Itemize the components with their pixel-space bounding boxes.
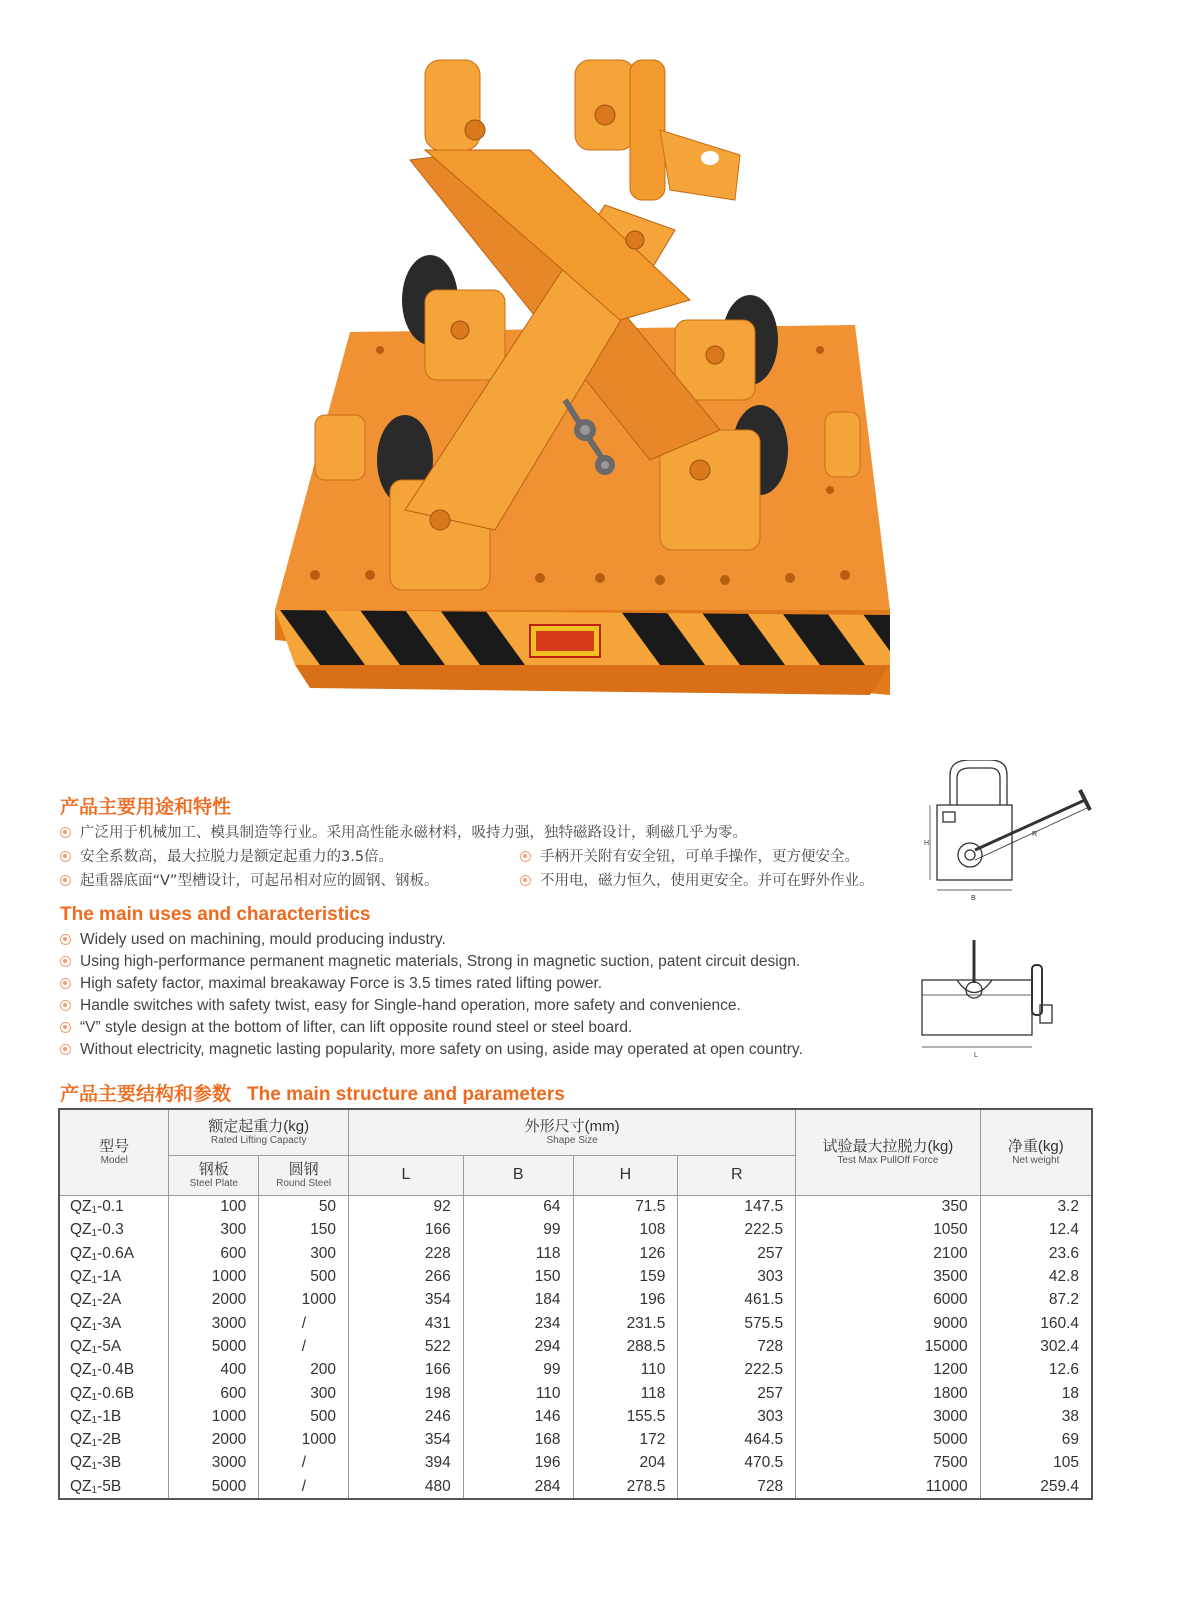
table-row <box>59 1312 1092 1335</box>
cell-h: 71.5 <box>573 1195 678 1219</box>
cell-b: 146 <box>463 1405 573 1428</box>
cell-r: 728 <box>678 1335 796 1358</box>
bullet-icon <box>60 934 71 945</box>
cell-round-steel: 300 <box>259 1242 349 1265</box>
cell-weight: 160.4 <box>980 1312 1092 1335</box>
table-row <box>59 1335 1092 1358</box>
table-row <box>59 1219 1092 1242</box>
cell-round-steel: 150 <box>259 1219 349 1242</box>
cell-b: 110 <box>463 1382 573 1405</box>
cell-pulloff: 15000 <box>796 1335 981 1358</box>
cell-steel-plate: 2000 <box>169 1428 259 1451</box>
cell-l: 92 <box>349 1195 464 1219</box>
cell-pulloff: 5000 <box>796 1428 981 1451</box>
table-row <box>59 1475 1092 1499</box>
cell-r: 222.5 <box>678 1359 796 1382</box>
header-round-steel: 圆钢 Round Steel <box>259 1155 349 1195</box>
product-illustration <box>230 40 950 720</box>
dimension-diagram-side <box>915 760 1100 910</box>
cell-b: 64 <box>463 1195 573 1219</box>
cell-pulloff: 1200 <box>796 1359 981 1382</box>
cell-pulloff: 7500 <box>796 1452 981 1475</box>
cell-weight: 69 <box>980 1428 1092 1451</box>
section-title-en-params: The main structure and parameters <box>247 1084 565 1105</box>
warning-stripe-band <box>275 610 945 665</box>
bullet-icon <box>60 1000 71 1011</box>
cell-h: 231.5 <box>573 1312 678 1335</box>
feature-en-2: Using high-performance permanent magnetic materials, Strong in magnetic suction, patent circuit design. <box>60 951 800 973</box>
cell-l: 166 <box>349 1359 464 1382</box>
cell-weight: 3.2 <box>980 1195 1092 1219</box>
feature-cn-3: 起重器底面“V”型槽设计，可起吊相对应的圆钢、钢板。 <box>60 871 438 891</box>
cell-round-steel: 200 <box>259 1359 349 1382</box>
cell-round-steel: 300 <box>259 1382 349 1405</box>
cell-steel-plate: 1000 <box>169 1405 259 1428</box>
header-steel-plate: 钢板 Steel Plate <box>169 1155 259 1195</box>
cell-steel-plate: 3000 <box>169 1452 259 1475</box>
cell-h: 110 <box>573 1359 678 1382</box>
bullet-icon <box>520 851 531 862</box>
header-capacity: 额定起重力(kg) Rated Lifting Capacty <box>169 1109 349 1155</box>
section-title-cn-features: 产品主要用途和特性 <box>60 796 232 818</box>
cell-weight: 12.6 <box>980 1359 1092 1382</box>
feature-en-4: Handle switches with safety twist, easy for Single-hand operation, more safety and convenience. <box>60 995 741 1017</box>
bullet-icon <box>60 827 71 838</box>
cell-round-steel: / <box>259 1312 349 1335</box>
spec-table-body <box>59 1195 1092 1499</box>
section-title-en-features: The main uses and characteristics <box>60 904 371 925</box>
cell-h: 172 <box>573 1428 678 1451</box>
cell-round-steel: / <box>259 1335 349 1358</box>
spec-table <box>58 1108 1093 1500</box>
bullet-icon <box>60 1044 71 1055</box>
cell-steel-plate: 5000 <box>169 1335 259 1358</box>
feature-cn-5: 不用电，磁力恒久，使用更安全。并可在野外作业。 <box>520 871 874 891</box>
cell-weight: 18 <box>980 1382 1092 1405</box>
cell-weight: 23.6 <box>980 1242 1092 1265</box>
cell-l: 522 <box>349 1335 464 1358</box>
cell-round-steel: 500 <box>259 1265 349 1288</box>
feature-en-6: Without electricity, magnetic lasting popularity, more safety on using, aside may operated at open country. <box>60 1039 803 1061</box>
feature-cn-2: 安全系数高，最大拉脱力是额定起重力的3.5倍。 <box>60 847 393 867</box>
cell-model: $QZ_1-0.1$ <box>59 1195 169 1219</box>
cell-pulloff: 1050 <box>796 1219 981 1242</box>
cell-model: $QZ_1-5A$ <box>59 1335 169 1358</box>
cell-round-steel: / <box>259 1475 349 1499</box>
cell-pulloff: 3000 <box>796 1405 981 1428</box>
cell-b: 294 <box>463 1335 573 1358</box>
cell-l: 198 <box>349 1382 464 1405</box>
diagram-label-b: B <box>971 895 976 902</box>
cell-b: 118 <box>463 1242 573 1265</box>
cell-b: 184 <box>463 1289 573 1312</box>
table-row <box>59 1382 1092 1405</box>
dimension-diagram-front <box>912 935 1062 1065</box>
lug-left <box>315 415 365 480</box>
cell-l: 266 <box>349 1265 464 1288</box>
cell-r: 257 <box>678 1382 796 1405</box>
cell-steel-plate: 600 <box>169 1242 259 1265</box>
cell-model: $QZ_1-0.6A$ <box>59 1242 169 1265</box>
cell-h: 196 <box>573 1289 678 1312</box>
cell-steel-plate: 5000 <box>169 1475 259 1499</box>
cell-weight: 12.4 <box>980 1219 1092 1242</box>
cell-b: 99 <box>463 1359 573 1382</box>
bullet-icon <box>520 875 531 886</box>
feature-cn-1: 广泛用于机械加工、模具制造等行业。采用高性能永磁材料，吸持力强，独特磁路设计，剩磁几乎为零。 <box>60 823 747 843</box>
cell-h: 126 <box>573 1242 678 1265</box>
table-row <box>59 1452 1092 1475</box>
cell-r: 470.5 <box>678 1452 796 1475</box>
cell-h: 159 <box>573 1265 678 1288</box>
cell-r: 303 <box>678 1265 796 1288</box>
cell-model: $QZ_1-2A$ <box>59 1289 169 1312</box>
cell-weight: 38 <box>980 1405 1092 1428</box>
cell-steel-plate: 300 <box>169 1219 259 1242</box>
lug-right <box>825 412 860 477</box>
cell-round-steel: 50 <box>259 1195 349 1219</box>
cell-l: 480 <box>349 1475 464 1499</box>
header-h: H <box>573 1155 678 1195</box>
cell-h: 155.5 <box>573 1405 678 1428</box>
cell-weight: 42.8 <box>980 1265 1092 1288</box>
cell-pulloff: 9000 <box>796 1312 981 1335</box>
table-row <box>59 1242 1092 1265</box>
bullet-icon <box>60 851 71 862</box>
cell-b: 284 <box>463 1475 573 1499</box>
cell-b: 150 <box>463 1265 573 1288</box>
cell-b: 99 <box>463 1219 573 1242</box>
cell-r: 575.5 <box>678 1312 796 1335</box>
cell-l: 354 <box>349 1289 464 1312</box>
cell-weight: 105 <box>980 1452 1092 1475</box>
cell-h: 108 <box>573 1219 678 1242</box>
cell-h: 118 <box>573 1382 678 1405</box>
section-title-cn-params: 产品主要结构和参数 The main structure and parameters <box>60 1083 565 1105</box>
table-row <box>59 1359 1092 1382</box>
table-row <box>59 1195 1092 1219</box>
bullet-icon <box>60 956 71 967</box>
cell-r: 257 <box>678 1242 796 1265</box>
header-weight: 净重(kg) Net weight <box>980 1109 1092 1195</box>
header-r: R <box>678 1155 796 1195</box>
cell-steel-plate: 600 <box>169 1382 259 1405</box>
cell-b: 196 <box>463 1452 573 1475</box>
cell-steel-plate: 2000 <box>169 1289 259 1312</box>
cell-steel-plate: 100 <box>169 1195 259 1219</box>
lifter-bottom-plate <box>295 665 890 695</box>
diagram-label-r: R <box>1032 831 1038 838</box>
cell-pulloff: 3500 <box>796 1265 981 1288</box>
cell-r: 464.5 <box>678 1428 796 1451</box>
cell-pulloff: 6000 <box>796 1289 981 1312</box>
cell-r: 222.5 <box>678 1219 796 1242</box>
bullet-icon <box>60 875 71 886</box>
diagram-label-l: L <box>974 1052 978 1059</box>
cell-b: 168 <box>463 1428 573 1451</box>
feature-en-3: High safety factor, maximal breakaway Force is 3.5 times rated lifting power. <box>60 973 602 995</box>
cell-model: $QZ_1-3A$ <box>59 1312 169 1335</box>
bullet-icon <box>60 978 71 989</box>
cell-r: 303 <box>678 1405 796 1428</box>
cell-l: 431 <box>349 1312 464 1335</box>
cell-l: 228 <box>349 1242 464 1265</box>
feature-en-5: “V” style design at the bottom of lifter, can lift opposite round steel or steel board. <box>60 1017 632 1039</box>
cell-l: 394 <box>349 1452 464 1475</box>
bullet-icon <box>60 1022 71 1033</box>
cell-weight: 302.4 <box>980 1335 1092 1358</box>
cell-model: $QZ_1-1B$ <box>59 1405 169 1428</box>
cell-model: $QZ_1-2B$ <box>59 1428 169 1451</box>
header-b: B <box>463 1155 573 1195</box>
table-row <box>59 1428 1092 1451</box>
cell-pulloff: 1800 <box>796 1382 981 1405</box>
cell-model: $QZ_1-0.3$ <box>59 1219 169 1242</box>
cell-l: 354 <box>349 1428 464 1451</box>
cell-steel-plate: 400 <box>169 1359 259 1382</box>
cell-model: $QZ_1-1A$ <box>59 1265 169 1288</box>
cell-r: 461.5 <box>678 1289 796 1312</box>
cell-model: $QZ_1-0.6B$ <box>59 1382 169 1405</box>
cell-l: 246 <box>349 1405 464 1428</box>
cell-weight: 259.4 <box>980 1475 1092 1499</box>
cell-steel-plate: 3000 <box>169 1312 259 1335</box>
feature-en-1: Widely used on machining, mould producing industry. <box>60 929 446 951</box>
table-row <box>59 1265 1092 1288</box>
cell-round-steel: 1000 <box>259 1428 349 1451</box>
header-pulloff: 试验最大拉脱力(kg) Test Max PullOff Force <box>796 1109 981 1195</box>
header-l: L <box>349 1155 464 1195</box>
table-row <box>59 1289 1092 1312</box>
cell-r: 147.5 <box>678 1195 796 1219</box>
feature-cn-4: 手柄开关附有安全钮，可单手操作，更方便安全。 <box>520 847 859 867</box>
diagram-label-h: H <box>924 840 930 847</box>
cell-model: $QZ_1-3B$ <box>59 1452 169 1475</box>
cell-l: 166 <box>349 1219 464 1242</box>
table-row <box>59 1405 1092 1428</box>
cell-steel-plate: 1000 <box>169 1265 259 1288</box>
cell-pulloff: 350 <box>796 1195 981 1219</box>
cell-pulloff: 11000 <box>796 1475 981 1499</box>
cell-b: 234 <box>463 1312 573 1335</box>
cell-weight: 87.2 <box>980 1289 1092 1312</box>
cell-h: 278.5 <box>573 1475 678 1499</box>
cell-round-steel: / <box>259 1452 349 1475</box>
cell-model: $QZ_1-5B$ <box>59 1475 169 1499</box>
header-shape-size: 外形尺寸(mm) Shape Size <box>349 1109 796 1155</box>
header-model: 型号 Model <box>59 1109 169 1195</box>
cell-round-steel: 500 <box>259 1405 349 1428</box>
cell-round-steel: 1000 <box>259 1289 349 1312</box>
cell-h: 204 <box>573 1452 678 1475</box>
cell-pulloff: 2100 <box>796 1242 981 1265</box>
cell-model: $QZ_1-0.4B$ <box>59 1359 169 1382</box>
cell-h: 288.5 <box>573 1335 678 1358</box>
cell-r: 728 <box>678 1475 796 1499</box>
